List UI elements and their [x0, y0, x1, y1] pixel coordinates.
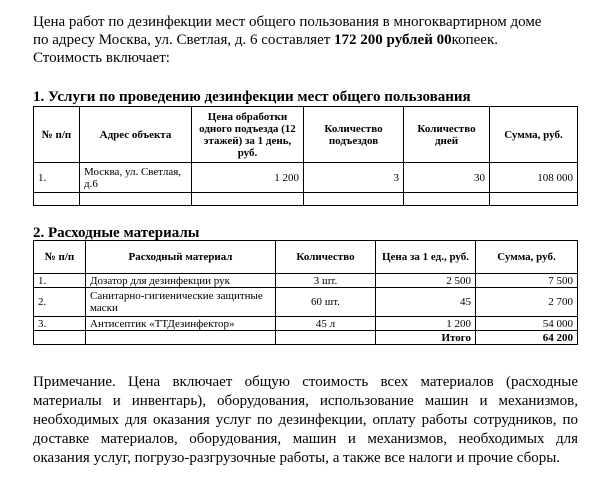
cell-address: Москва, ул. Светлая, д.6 [80, 163, 192, 193]
table-row [34, 317, 578, 331]
section-1-title: 1. Услуги по проведению дезинфекции мест общего пользования [33, 89, 471, 105]
col-header-num: № п/п [34, 107, 80, 163]
table-header-row [34, 241, 578, 274]
note-paragraph: Примечание. Цена включает общую стоимость всех материалов (расходные материалы и инвентарь), оборудования, использование машин и механизмов, необходимых для оказания услуг по дезинфекции, оплату работы сотрудников, по доставке материалов, оборудования, машин и механизмов, необходимых для оказания услуг, погрузо-разгрузочные работы, а также все налоги и прочие сборы. [33, 374, 578, 466]
cell-sum: 108 000 [490, 163, 578, 193]
section-2-title: 2. Расходные материалы [33, 225, 200, 241]
col-header-entrances: Количество подъездов [304, 107, 404, 163]
cell-unit-price: 1 200 [376, 317, 476, 331]
total-value: 64 200 [476, 331, 578, 345]
col-header-days: Количество дней [404, 107, 490, 163]
cell-unit-price: 2 500 [376, 274, 476, 288]
cell-qty: 3 шт. [276, 274, 376, 288]
intro-price: 172 200 рублей 00 [334, 32, 452, 48]
cell-material: Антисептик «ТТДезинфектор» [86, 317, 276, 331]
col-header-sum: Сумма, руб. [476, 241, 578, 274]
table-row [34, 163, 578, 193]
col-header-price: Цена обработки одного подъезда (12 этажей) за 1 день, руб. [192, 107, 304, 163]
cell-num: 3. [34, 317, 86, 331]
col-header-num: № п/п [34, 241, 86, 274]
services-table [33, 106, 578, 206]
table-row [34, 288, 578, 317]
table-row [34, 274, 578, 288]
col-header-material: Расходный материал [86, 241, 276, 274]
total-label: Итого [376, 331, 476, 345]
cell-num: 1. [34, 274, 86, 288]
cell-entrances: 3 [304, 163, 404, 193]
cell-material: Санитарно-гигиенические защитные маски [86, 288, 276, 317]
intro-line-1: Цена работ по дезинфекции мест общего пользования в многоквартирном доме [33, 14, 542, 30]
cell-qty: 60 шт. [276, 288, 376, 317]
cell-num: 2. [34, 288, 86, 317]
cell-days: 30 [404, 163, 490, 193]
intro-line-3: Стоимость включает: [33, 50, 170, 66]
table-row-empty [34, 193, 578, 206]
intro-address: по адресу Москва, ул. Светлая, д. 6 составляет [33, 32, 335, 48]
intro-paragraph [33, 13, 593, 67]
cell-sum: 7 500 [476, 274, 578, 288]
cell-unit-price: 45 [376, 288, 476, 317]
col-header-address: Адрес объекта [80, 107, 192, 163]
col-header-sum: Сумма, руб. [490, 107, 578, 163]
table-header-row [34, 107, 578, 163]
intro-currency: копеек. [451, 32, 498, 48]
cell-sum: 2 700 [476, 288, 578, 317]
col-header-unit-price: Цена за 1 ед., руб. [376, 241, 476, 274]
cell-material: Дозатор для дезинфекции рук [86, 274, 276, 288]
cell-qty: 45 л [276, 317, 376, 331]
cell-num: 1. [34, 163, 80, 193]
intro-line-2 [33, 31, 593, 49]
total-row [34, 331, 578, 345]
cell-price: 1 200 [192, 163, 304, 193]
cell-sum: 54 000 [476, 317, 578, 331]
col-header-qty: Количество [276, 241, 376, 274]
materials-table [33, 240, 578, 345]
